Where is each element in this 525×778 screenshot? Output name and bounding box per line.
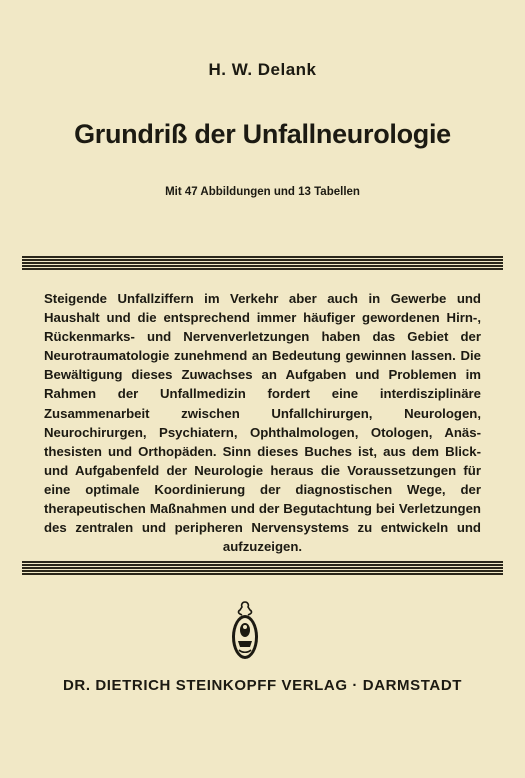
book-subtitle: Mit 47 Abbildungen und 13 Tabellen xyxy=(165,186,360,198)
book-title: Grundriß der Unfallneurologie xyxy=(74,119,451,149)
publisher-emblem-icon xyxy=(229,600,261,662)
publisher-name: DR. DIETRICH STEINKOPFF VERLAG · DARMSTADT xyxy=(62,677,463,694)
author-name: H. W. Delank xyxy=(208,60,317,79)
divider-bottom xyxy=(22,561,503,576)
divider-top xyxy=(22,256,503,271)
blurb-text: Steigende Unfallziffern im Verkehr aber auch in Gewerbe und Haushalt und die entsprechend immer häufiger gewordenen Hirn-, Rückenmarks- und Nervenverletzungen haben das Gebiet der Neurotraumatologie zunehmend an Bedeutung gewinnen lassen. Die Bewältigung dieses Zuwachses an Aufgaben und Problemen im Rahmen der Unfallmedizin fordert eine interdisziplinäre Zusammenarbeit zwischen Unfallchirurgen, Neurologen, Neurochirurgen, Psychiatern, Ophthalmologen, Otologen, Anästhesisten und Orthopäden. Sinn dieses Buches ist, aus dem Blick- und Aufgabenfeld der Neurologie heraus die Voraussetzungen für eine optimale Koordinierung der diagnostischen Wege, der therapeutischen Maßnahmen und der Begutachtung bei Verletzungen des zentralen und peripheren Nervensystems zu entwickeln und aufzuzeigen. xyxy=(44,291,481,555)
